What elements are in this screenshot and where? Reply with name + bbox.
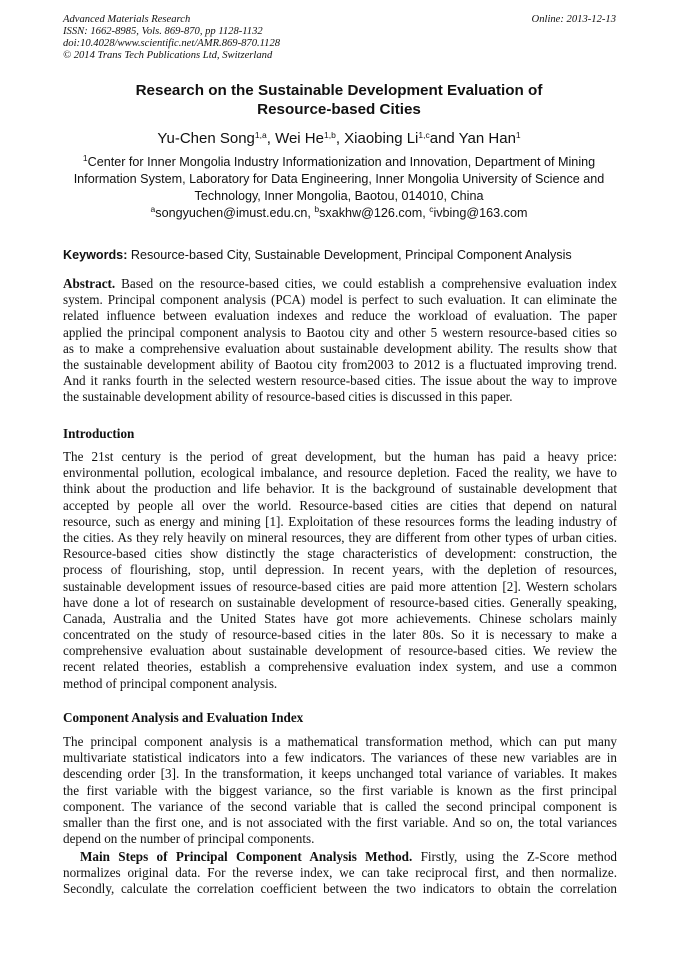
line-text: Firstly, using the Z-Score method bbox=[412, 849, 617, 864]
text-line bbox=[63, 357, 617, 373]
keywords-text: Resource-based City, Sustainable Development, Principal Component Analysis bbox=[127, 248, 572, 262]
title-line: Resource-based Cities bbox=[257, 101, 421, 118]
text-line bbox=[63, 308, 617, 324]
author: Xiaobing Li$^{1,c}$ bbox=[344, 130, 430, 147]
text-line bbox=[63, 766, 617, 782]
text-line bbox=[63, 325, 617, 341]
email-link[interactable]: sxakhw@126.com, bbox=[319, 206, 430, 220]
paragraph-lead: Abstract. bbox=[63, 276, 116, 291]
main-steps-paragraph bbox=[63, 849, 617, 898]
line-text: The principal component analysis is a mathematical transformation method, which can put many bbox=[63, 734, 617, 749]
line-text: Secondly, calculate the correlation coefficient between the two indicators to obtain the correlation bbox=[63, 881, 617, 897]
text-line bbox=[63, 562, 617, 578]
line-text: think about the production and life behavior. It is the background of sustainable development that bbox=[63, 481, 617, 497]
text-line bbox=[63, 750, 617, 766]
text-line bbox=[63, 595, 617, 611]
text-line bbox=[63, 579, 617, 595]
text-line bbox=[63, 815, 617, 831]
text-line bbox=[63, 734, 617, 750]
abstract bbox=[63, 276, 617, 406]
author: and Yan Han$^1$ bbox=[429, 130, 521, 147]
text-line bbox=[63, 546, 617, 562]
line-text: process of flourishing, stop, until depression. In recent years, with the depletion of resources, bbox=[63, 562, 617, 578]
text-line bbox=[63, 831, 617, 847]
paragraph-lead: Main Steps of Principal Component Analysis Method. bbox=[80, 849, 413, 864]
text-line bbox=[63, 659, 617, 675]
text-line bbox=[63, 799, 617, 815]
line-text: concentrated on the study of resource-based cities in the later 80s. So it is necessary to make a bbox=[63, 627, 617, 643]
copyright: © 2014 Trans Tech Publications Ltd, Switzerland bbox=[63, 50, 273, 61]
line-text: comprehensive evaluation about sustainable development of resource-based cities. We review the bbox=[63, 643, 617, 659]
line-text: the cities. As they rely heavily on mineral resources, they are different from other types of urban cities. bbox=[63, 529, 617, 545]
line-text: And it ranks fourth in the selected western resource-based cities. The issue about the way to improve bbox=[63, 373, 617, 389]
introduction-paragraph bbox=[63, 449, 617, 692]
line-text: the sustainable development ability of resource-based cities is discussed in this paper. bbox=[63, 389, 513, 405]
text-line bbox=[63, 389, 617, 405]
line-text: as to make a comprehensive evaluation about sustainable development ability. The results show that bbox=[63, 340, 617, 356]
line-text: descending order [3]. In the transformation, it keeps unchanged total variance of variables. It makes bbox=[63, 766, 617, 782]
line-text: the first variable with the biggest variance, so the first variable is known as the first principal bbox=[63, 782, 617, 798]
text-line bbox=[63, 514, 617, 530]
author: Wei He$^{1,b}$, bbox=[275, 130, 345, 147]
text-line bbox=[63, 530, 617, 546]
text-line bbox=[63, 611, 617, 627]
line-text: The 21st century is the period of great development, but the human has paid a heavy price: bbox=[63, 449, 617, 464]
line-text: component. The variance of the second variable that is called the second principal component is bbox=[63, 798, 617, 814]
line-text: Resource-based cities show distinctly the stage characteristics of development: construction, the bbox=[63, 546, 617, 562]
text-line bbox=[63, 465, 617, 481]
section-heading-introduction: Introduction bbox=[63, 426, 135, 441]
text-line bbox=[63, 341, 617, 357]
author: Yu-Chen Song$^{1,a}$, bbox=[157, 130, 276, 147]
text-line bbox=[63, 449, 617, 465]
text-line bbox=[63, 627, 617, 643]
line-text: sustainable development issues of resource-based cities are paid more attention [2]. Western scholars bbox=[63, 578, 617, 594]
text-line bbox=[63, 865, 617, 881]
journal-header bbox=[63, 14, 616, 62]
line-text: the sustainable development ability of Baotou city from2003 to 2012 is a fluctuated improving trend. bbox=[63, 356, 617, 372]
text-line bbox=[63, 676, 617, 692]
title-line: Research on the Sustainable Development Evaluation of bbox=[135, 82, 543, 99]
issn: ISSN: 1662-8985, Vols. 869-870, pp 1128-1132 bbox=[63, 26, 263, 37]
line-text: environmental pollution, ecological imbalance, and resource depletion. Faced the reality, we have to bbox=[63, 465, 617, 481]
line-text: system. Principal component analysis (PCA) model is perfect to such evaluation. It can eliminate the bbox=[63, 292, 617, 308]
line-text: Based on the resource-based cities, we could establish a comprehensive evaluation index bbox=[115, 276, 617, 291]
keywords bbox=[63, 247, 572, 263]
line-text: normalizes original data. For the reverse index, we can take reciprocal first, and then normalize. bbox=[63, 865, 617, 881]
text-line bbox=[63, 498, 617, 514]
text-line bbox=[63, 481, 617, 497]
line-text: related influence between evaluation indexes and reduce the workload of evaluation. The paper bbox=[63, 308, 617, 324]
author-list bbox=[0, 129, 678, 148]
affiliation: $^1$Center for Inner Mongolia Industry Informationization and Innovation, Department of Mining Information System, Laboratory for Data Engineering, Inner Mongolia University of Science and Technology, Inner Mongolia, Baotou, 014010, China bbox=[73, 153, 605, 203]
line-text: Canada, Australia and the United States have got more achievements. Chinese scholars mainly bbox=[63, 610, 617, 626]
line-text: have done a lot of research on sustainable development of resource-based cities. Generally speaking, bbox=[63, 594, 617, 610]
journal-name: Advanced Materials Research bbox=[63, 14, 191, 25]
line-text: accepted by people all over the world. Resource-based cities are cities that depend on natural bbox=[63, 497, 617, 513]
text-line bbox=[63, 783, 617, 799]
section-heading-component-analysis: Component Analysis and Evaluation Index bbox=[63, 710, 304, 725]
line-text: depend on the number of principal components. bbox=[63, 831, 315, 847]
line-text: multivariate statistical indicators into a few indicators. The variances of these new variables are in bbox=[63, 750, 617, 766]
line-text: smaller than the first one, and is not associated with the first variable. And so on, the total variances bbox=[63, 814, 617, 830]
email-link[interactable]: songyuchen@imust.edu.cn, bbox=[155, 206, 315, 220]
text-line bbox=[63, 643, 617, 659]
line-text: applied the principal component analysis to Baotou city and other 5 western resource-based cities so bbox=[63, 324, 617, 340]
text-line bbox=[63, 849, 617, 865]
keywords-label: Keywords: bbox=[63, 248, 128, 262]
text-line bbox=[63, 276, 617, 292]
text-line bbox=[63, 881, 617, 897]
doi: doi:10.4028/www.scientific.net/AMR.869-870.1128 bbox=[63, 38, 281, 49]
author-emails: $^a$songyuchen@imust.edu.cn, $^b$sxakhw@126.com, $^c$ivbing@163.com bbox=[150, 204, 528, 220]
email-link[interactable]: ivbing@163.com bbox=[433, 206, 528, 220]
component-paragraph bbox=[63, 734, 617, 847]
text-line bbox=[63, 292, 617, 308]
line-text: resource, such as energy and mining [1]. Exploitation of these resources forms the leading industry of bbox=[63, 513, 617, 529]
online-date: Online: 2013-12-13 bbox=[531, 14, 616, 25]
line-text: method of principal component analysis. bbox=[63, 675, 278, 691]
line-text: recent related theories, establish a comprehensive evaluation index system, and use a common bbox=[63, 659, 617, 675]
paper-title bbox=[0, 81, 678, 119]
text-line bbox=[63, 373, 617, 389]
